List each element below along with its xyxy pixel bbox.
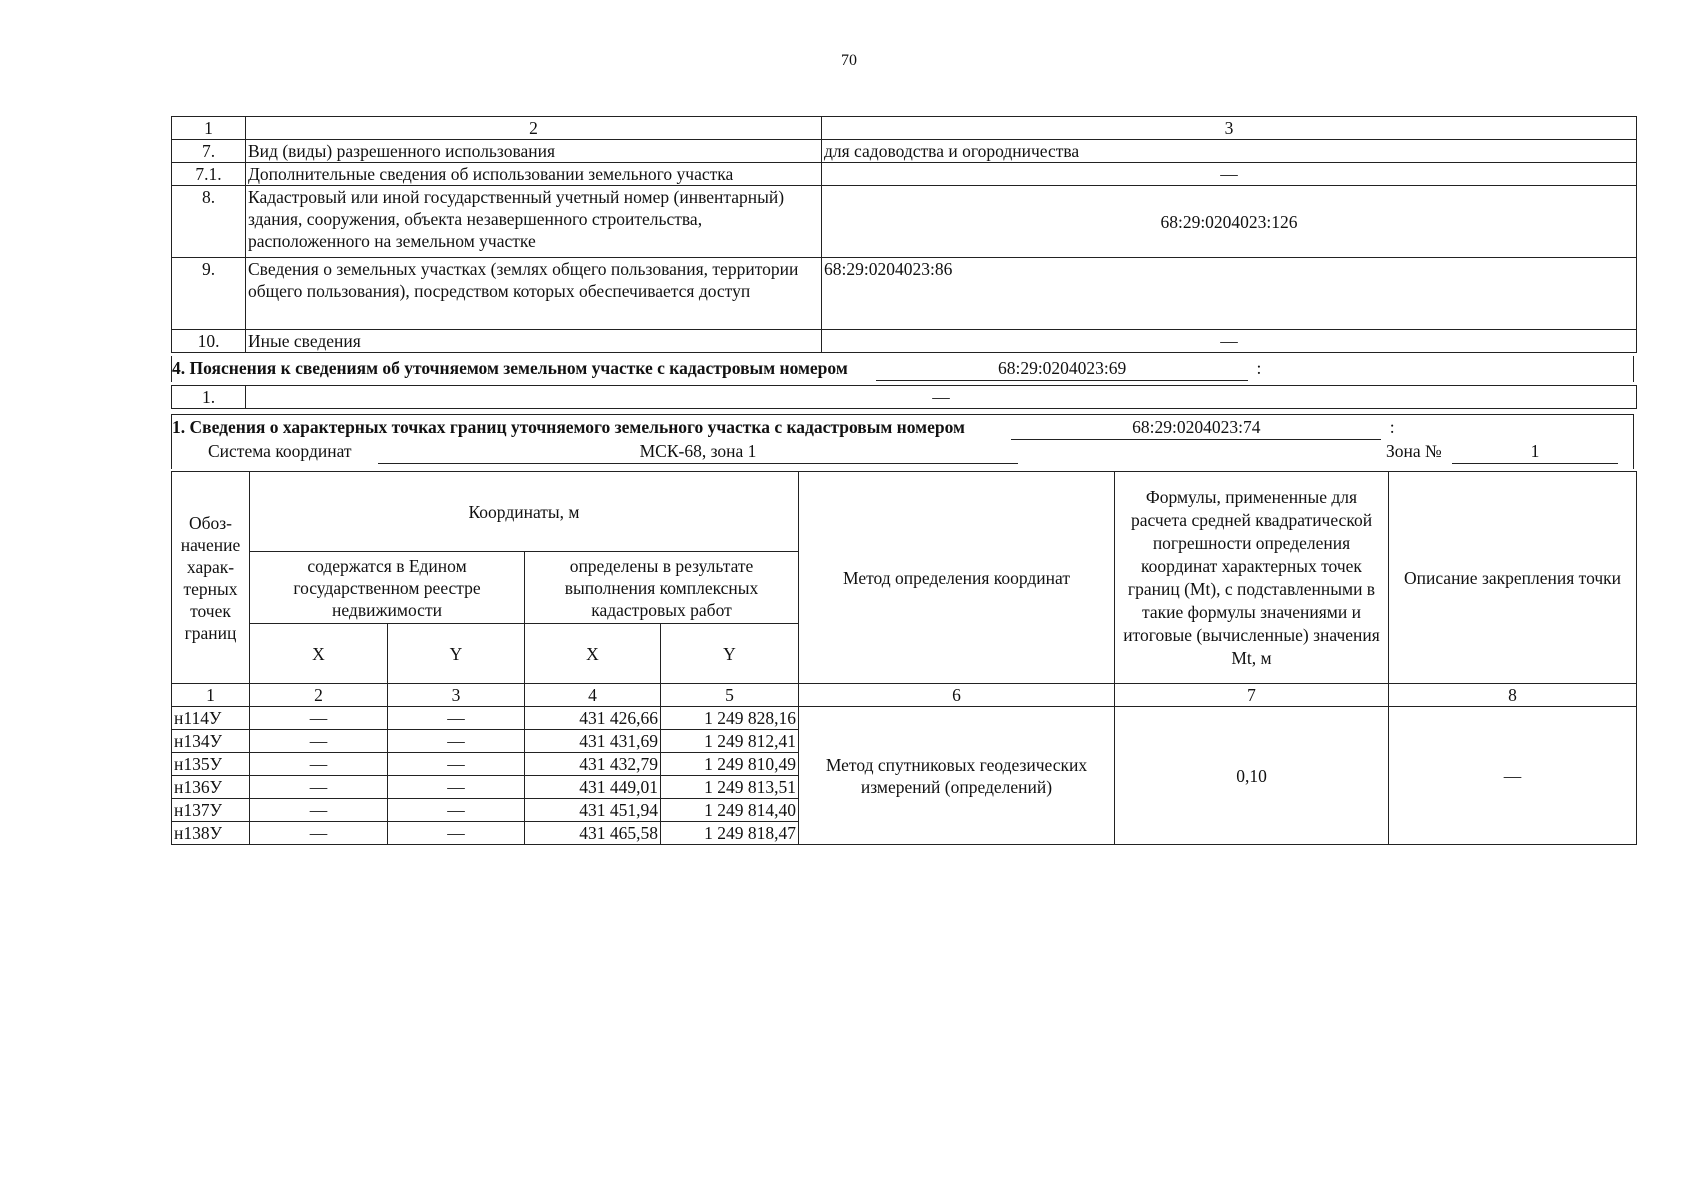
row-value: — <box>246 386 1637 409</box>
table-row <box>172 330 1637 353</box>
y-value: 1 249 814,40 <box>661 799 799 822</box>
section-4-title: 4. Пояснения к сведениям об уточняемом земельном участке с кадастровым номером <box>172 358 848 378</box>
row-label: Вид (виды) разрешенного использования <box>246 140 822 163</box>
row-number: 1. <box>172 386 246 409</box>
header-y: Y <box>388 624 525 684</box>
colon: : <box>1389 417 1395 437</box>
x-egrn: — <box>250 730 388 753</box>
header-cell: 1 <box>172 117 246 140</box>
x-egrn: — <box>250 753 388 776</box>
y-egrn: — <box>388 753 525 776</box>
coord-section-title: 1. Сведения о характерных точках границ уточняемого земельного участка с кадастровым номером <box>172 417 965 437</box>
row-value: 68:29:0204023:126 <box>822 186 1637 258</box>
y-value: 1 249 818,47 <box>661 822 799 845</box>
row-number: 7. <box>172 140 246 163</box>
row-label: Дополнительные сведения об использовании земельного участка <box>246 163 822 186</box>
row-label: Иные сведения <box>246 330 822 353</box>
x-egrn: — <box>250 799 388 822</box>
y-value: 1 249 813,51 <box>661 776 799 799</box>
y-egrn: — <box>388 730 525 753</box>
page-number: 70 <box>841 52 857 69</box>
y-value: 1 249 810,49 <box>661 753 799 776</box>
point-id: н135У <box>172 753 250 776</box>
boundary-points-table <box>171 471 1637 845</box>
table-row <box>172 386 1637 409</box>
y-egrn: — <box>388 707 525 730</box>
y-value: 1 249 812,41 <box>661 730 799 753</box>
row-label: Кадастровый или иной государственный учетный номер (инвентарный) здания, сооружения, объекта незавершенного строительства, расположенного на земельном участке <box>246 186 822 258</box>
row-number: 8. <box>172 186 246 258</box>
header-method: Метод определения координат <box>799 472 1115 684</box>
x-value: 431 465,58 <box>525 822 661 845</box>
land-info-table <box>171 116 1637 353</box>
row-value: — <box>822 163 1637 186</box>
table-header-row <box>172 472 1637 552</box>
y-egrn: — <box>388 799 525 822</box>
column-number: 2 <box>250 684 388 707</box>
section-4-header <box>171 356 1634 382</box>
mt-value: 0,10 <box>1115 707 1389 845</box>
x-egrn: — <box>250 776 388 799</box>
row-label: Сведения о земельных участках (землях общего пользования, территории общего пользования), посредством которых обеспечивается доступ <box>246 258 822 330</box>
table-row <box>172 163 1637 186</box>
y-value: 1 249 828,16 <box>661 707 799 730</box>
column-number: 5 <box>661 684 799 707</box>
colon: : <box>1256 358 1262 378</box>
table-header-row <box>172 117 1637 140</box>
x-value: 431 431,69 <box>525 730 661 753</box>
x-value: 431 449,01 <box>525 776 661 799</box>
header-cell: 3 <box>822 117 1637 140</box>
header-cell: 2 <box>246 117 822 140</box>
description-value: — <box>1389 707 1637 845</box>
coord-section-cadastral-number: 68:29:0204023:74 <box>1011 415 1381 440</box>
header-determined: определены в результате выполнения комплексных кадастровых работ <box>525 552 799 624</box>
row-value: — <box>822 330 1637 353</box>
method-value: Метод спутниковых геодезических измерений (определений) <box>799 707 1115 845</box>
point-id: н137У <box>172 799 250 822</box>
header-formulas: Формулы, примененные для расчета средней квадратической погрешности определения координат характерных точек границ (Mt), с подставленными в такие формулы значениями и итоговые (вычисленные) значения Mt, м <box>1115 472 1389 684</box>
coord-system-label: Система координат <box>208 441 352 461</box>
zone-label: Зона № <box>1386 441 1442 461</box>
coord-system-value: МСК-68, зона 1 <box>378 439 1018 464</box>
point-id: н134У <box>172 730 250 753</box>
row-value: 68:29:0204023:86 <box>822 258 1637 330</box>
x-value: 431 451,94 <box>525 799 661 822</box>
zone-value: 1 <box>1452 439 1618 464</box>
y-egrn: — <box>388 822 525 845</box>
header-y: Y <box>661 624 799 684</box>
x-value: 431 426,66 <box>525 707 661 730</box>
column-number: 3 <box>388 684 525 707</box>
column-number: 4 <box>525 684 661 707</box>
row-number: 9. <box>172 258 246 330</box>
x-egrn: — <box>250 822 388 845</box>
x-egrn: — <box>250 707 388 730</box>
header-description: Описание закрепления точки <box>1389 472 1637 684</box>
row-number: 10. <box>172 330 246 353</box>
row-number: 7.1. <box>172 163 246 186</box>
column-number: 7 <box>1115 684 1389 707</box>
point-id: н114У <box>172 707 250 730</box>
table-row <box>172 186 1637 258</box>
point-id: н136У <box>172 776 250 799</box>
column-numbers-row <box>172 684 1637 707</box>
header-coordinates: Координаты, м <box>250 472 799 552</box>
header-designation: Обоз- начение харак- терных точек границ <box>172 472 250 684</box>
row-value: для садоводства и огородничества <box>822 140 1637 163</box>
section-4-table <box>171 385 1637 409</box>
table-row <box>172 707 1637 730</box>
section-4-cadastral-number: 68:29:0204023:69 <box>876 356 1248 381</box>
column-number: 6 <box>799 684 1115 707</box>
table-row <box>172 258 1637 330</box>
header-x: X <box>525 624 661 684</box>
column-number: 8 <box>1389 684 1637 707</box>
y-egrn: — <box>388 776 525 799</box>
header-egrn: содержатся в Едином государственном реестре недвижимости <box>250 552 525 624</box>
x-value: 431 432,79 <box>525 753 661 776</box>
coord-section-header <box>171 414 1634 469</box>
column-number: 1 <box>172 684 250 707</box>
point-id: н138У <box>172 822 250 845</box>
header-x: X <box>250 624 388 684</box>
table-row <box>172 140 1637 163</box>
